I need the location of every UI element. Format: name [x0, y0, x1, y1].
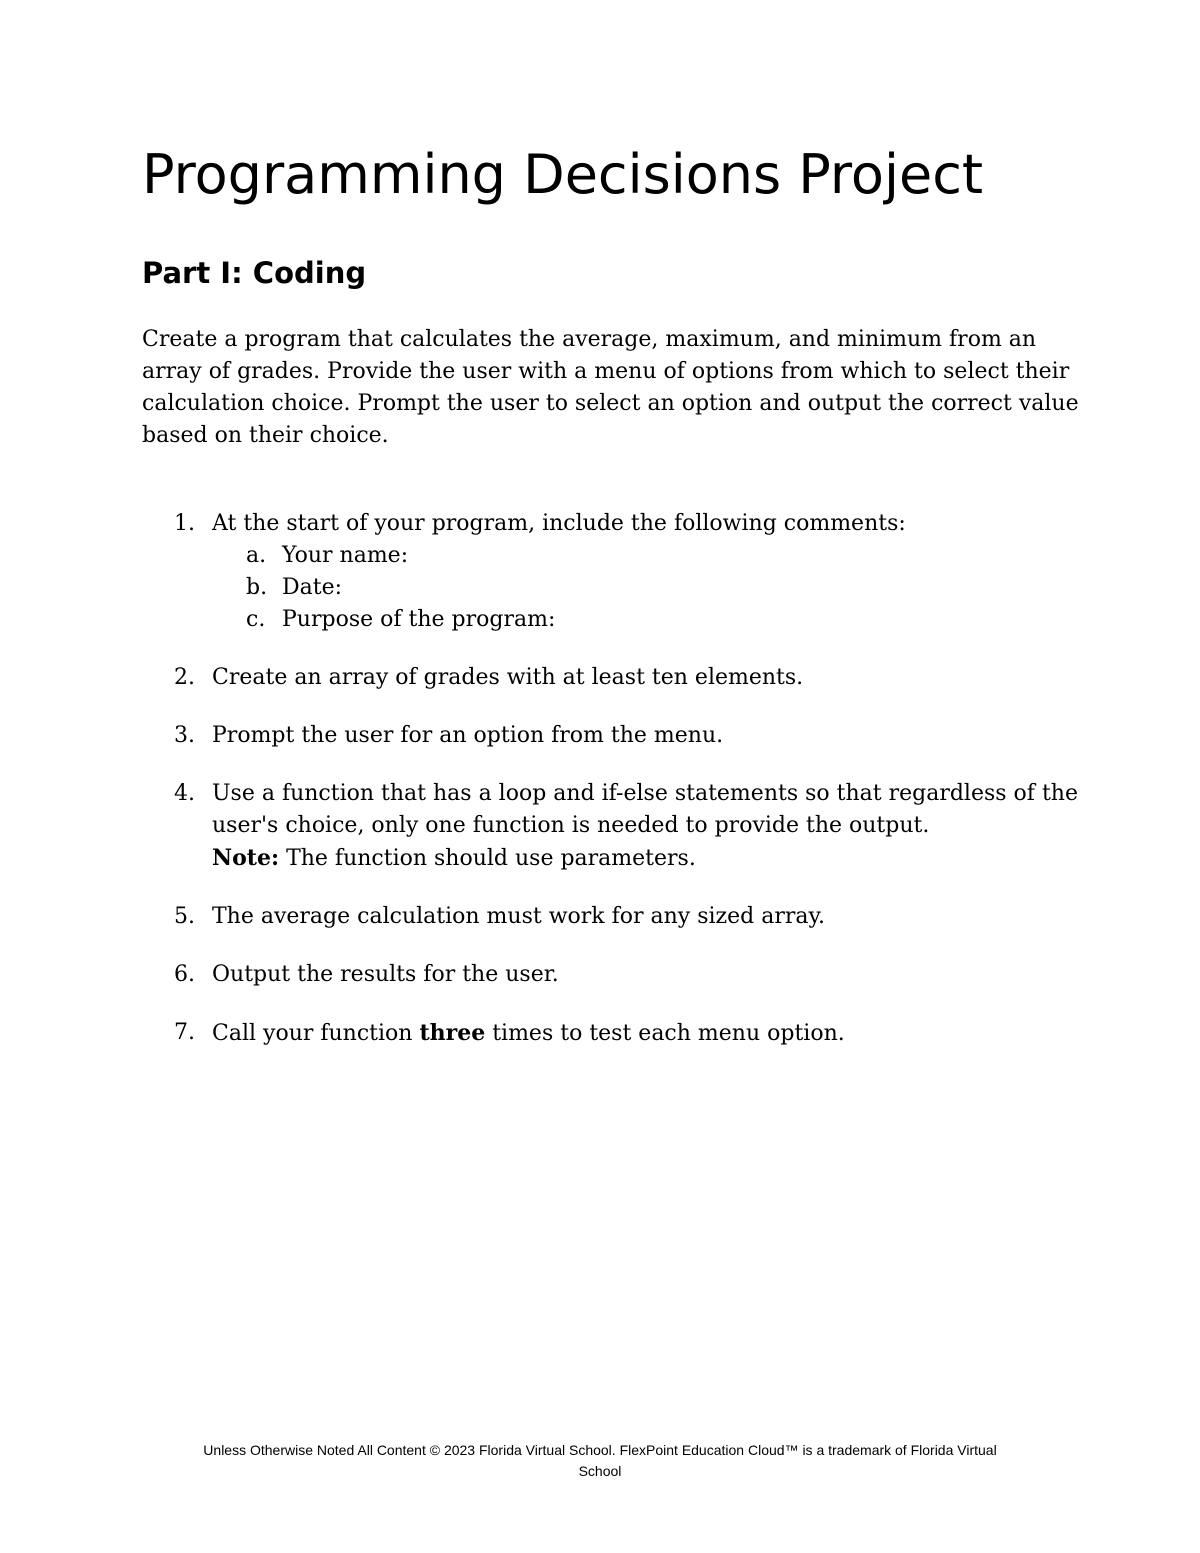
- step-number: 5.: [174, 904, 195, 929]
- step-text-before: Call your function: [212, 1021, 420, 1046]
- sub-item-text: Purpose of the program:: [282, 607, 556, 632]
- copyright-footer: [100, 1440, 1100, 1482]
- step-number: 6.: [174, 962, 195, 987]
- note-label: Note:: [212, 845, 280, 871]
- part-heading: Part I: Coding: [142, 256, 367, 290]
- step-6: [142, 959, 1082, 991]
- step-number: 7.: [174, 1020, 195, 1045]
- note-text: The function should use parameters.: [279, 846, 696, 871]
- sub-item-letter: b.: [246, 575, 268, 600]
- sub-item-your-name: [212, 540, 1082, 572]
- footer-line-2: School: [578, 1463, 622, 1479]
- step-1: [142, 508, 1082, 636]
- step-text-line-1: Use a function that has a loop and if-else statements so that regardless of the: [212, 781, 1078, 806]
- intro-line: calculation choice. Prompt the user to select an option and output the correct value: [142, 391, 1079, 416]
- intro-line: array of grades. Provide the user with a menu of options from which to select their: [142, 359, 1070, 384]
- intro-paragraph: [142, 324, 1079, 452]
- sub-item-text: Date:: [282, 575, 343, 600]
- step-text: At the start of your program, include the following comments:: [212, 511, 906, 536]
- intro-line: based on their choice.: [142, 423, 389, 448]
- step-text: [212, 1017, 1082, 1050]
- page-title: Programming Decisions Project: [142, 143, 984, 206]
- step-number: 2.: [174, 665, 195, 690]
- steps-list: [142, 508, 1082, 1076]
- step-4: [142, 778, 1082, 875]
- sub-item-text: Your name:: [282, 543, 409, 568]
- footer-line-1: Unless Otherwise Noted All Content © 2023 Florida Virtual School. FlexPoint Education Cloud™ is a trademark of Florida Virtual: [203, 1442, 997, 1458]
- step-number: 3.: [174, 723, 195, 748]
- step-text: The average calculation must work for any sized array.: [212, 904, 826, 929]
- step-number: 4.: [174, 781, 195, 806]
- step-number: 1.: [174, 511, 195, 536]
- step-2: [142, 662, 1082, 694]
- step-text: Create an array of grades with at least ten elements.: [212, 665, 804, 690]
- sub-item-date: [212, 572, 1082, 604]
- step-text: Output the results for the user.: [212, 962, 559, 987]
- step-text-line-2: user's choice, only one function is needed to provide the output.: [212, 813, 930, 838]
- sub-item-letter: c.: [246, 607, 266, 632]
- step-note: [212, 842, 1082, 875]
- step-text-after: times to test each menu option.: [485, 1021, 845, 1046]
- step-text: Prompt the user for an option from the menu.: [212, 723, 724, 748]
- sub-item-letter: a.: [246, 543, 267, 568]
- sub-item-purpose: [212, 604, 1082, 636]
- comment-sub-list: [212, 540, 1082, 636]
- step-emphasis: three: [419, 1020, 486, 1046]
- step-3: [142, 720, 1082, 752]
- step-5: [142, 901, 1082, 933]
- step-7: [142, 1017, 1082, 1050]
- intro-line: Create a program that calculates the average, maximum, and minimum from an: [142, 327, 1037, 352]
